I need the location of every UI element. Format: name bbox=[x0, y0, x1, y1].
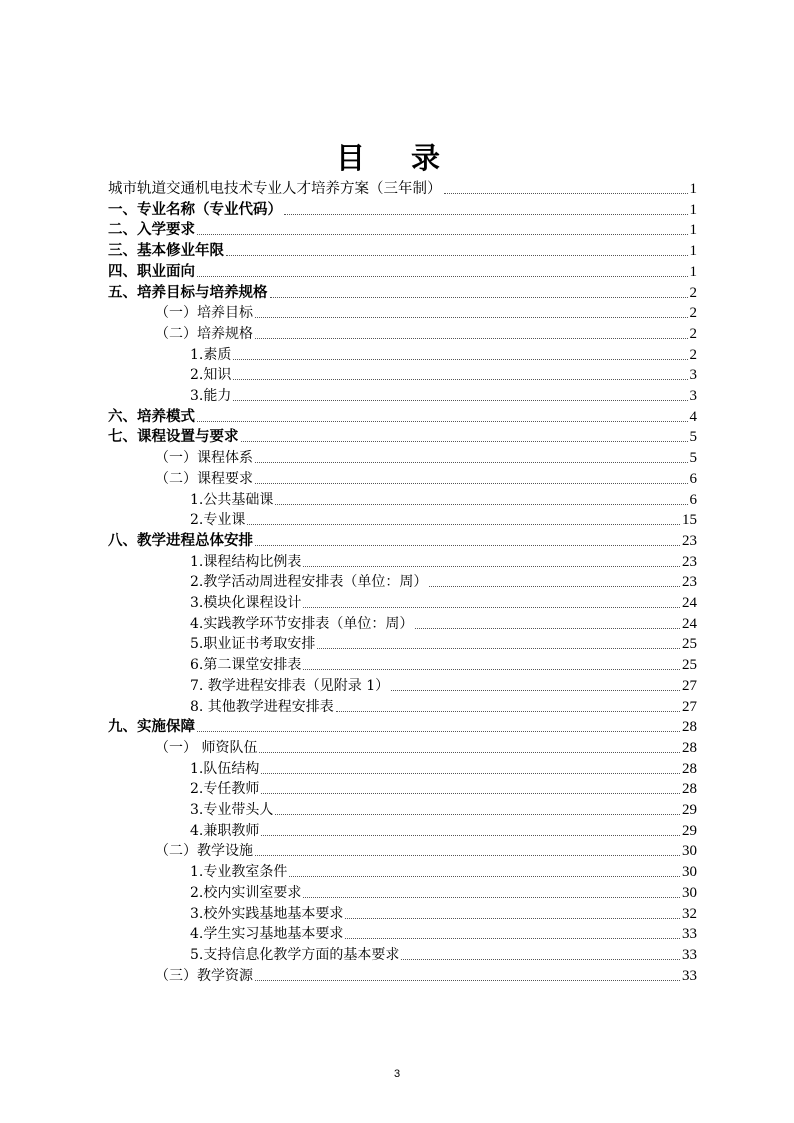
dot-leader bbox=[401, 958, 680, 960]
dot-leader bbox=[233, 378, 687, 380]
toc-entry-label: 4.学生实习基地基本要求 bbox=[190, 926, 344, 943]
toc-entry[interactable] bbox=[155, 965, 697, 985]
toc-entry-page: 15 bbox=[682, 512, 697, 529]
page-number: 3 bbox=[393, 1068, 401, 1080]
dot-leader bbox=[303, 565, 680, 567]
toc-entry-page: 6 bbox=[689, 470, 697, 487]
dot-leader bbox=[275, 503, 687, 505]
toc-entry[interactable] bbox=[190, 820, 697, 840]
dot-leader bbox=[336, 710, 680, 712]
toc-entry-label: 2.知识 bbox=[190, 367, 232, 384]
toc-entry-label: 4.实践教学环节安排表（单位：周） bbox=[190, 615, 414, 632]
dot-leader bbox=[303, 668, 680, 670]
toc-entry[interactable] bbox=[190, 344, 697, 364]
toc-entry-label: 5.支持信息化教学方面的基本要求 bbox=[190, 946, 400, 963]
dot-leader bbox=[247, 523, 680, 525]
toc-entry-page: 1 bbox=[689, 201, 697, 218]
dot-leader bbox=[197, 233, 688, 235]
dot-leader bbox=[255, 544, 680, 546]
toc-entry-page: 25 bbox=[682, 636, 697, 653]
toc-entry[interactable] bbox=[190, 654, 697, 674]
toc-entry-page: 23 bbox=[682, 553, 697, 570]
toc-entry[interactable] bbox=[108, 240, 697, 260]
dot-leader bbox=[197, 420, 688, 422]
toc-entry[interactable] bbox=[190, 509, 697, 529]
toc-entry[interactable] bbox=[190, 571, 697, 591]
toc-entry-page: 2 bbox=[689, 346, 697, 363]
toc-entry[interactable] bbox=[190, 364, 697, 384]
toc-entry[interactable] bbox=[190, 592, 697, 612]
dot-leader bbox=[255, 854, 680, 856]
dot-leader bbox=[255, 979, 680, 981]
toc-entry[interactable] bbox=[108, 261, 697, 281]
dot-leader bbox=[345, 917, 680, 919]
toc-entry-label: 四、职业面向 bbox=[108, 263, 195, 280]
toc-entry[interactable] bbox=[155, 840, 697, 860]
toc-entry[interactable] bbox=[155, 468, 697, 488]
toc-entry-label: 8. 其他教学进程安排表 bbox=[190, 698, 334, 715]
toc-entry-page: 5 bbox=[689, 450, 697, 467]
toc-entry-page: 2 bbox=[689, 284, 697, 301]
dot-leader bbox=[197, 730, 680, 732]
toc-entry-page: 30 bbox=[682, 843, 697, 860]
dot-leader bbox=[275, 813, 680, 815]
dot-leader bbox=[415, 627, 680, 629]
toc-entry[interactable] bbox=[155, 447, 697, 467]
toc-entry-label: 1.公共基础课 bbox=[190, 491, 274, 508]
toc-entry-label: （一）培养目标 bbox=[155, 305, 253, 322]
toc-entry-label: 七、课程设置与要求 bbox=[108, 429, 239, 446]
toc-entry-label: 1.专业教室条件 bbox=[190, 864, 288, 881]
toc-entry-page: 4 bbox=[689, 408, 697, 425]
toc-entry-label: 3.能力 bbox=[190, 388, 232, 404]
dot-leader bbox=[261, 772, 680, 774]
toc-entry-page: 5 bbox=[689, 429, 697, 446]
toc-entry-label: （二）课程要求 bbox=[155, 470, 253, 487]
dot-leader bbox=[241, 440, 688, 442]
dot-leader bbox=[255, 482, 688, 484]
toc-entry[interactable] bbox=[190, 551, 697, 571]
dot-leader bbox=[270, 296, 688, 298]
toc-entry[interactable] bbox=[190, 385, 697, 405]
toc-entry-label: 2.专任教师 bbox=[190, 781, 260, 798]
toc-entry[interactable] bbox=[108, 530, 697, 550]
toc-entry-page: 28 bbox=[682, 739, 697, 756]
toc-entry-page: 32 bbox=[682, 905, 697, 922]
toc-entry-label: 5.职业证书考取安排 bbox=[190, 636, 316, 653]
toc-entry-label: 7. 教学进程安排表（见附录 1） bbox=[190, 677, 390, 694]
toc-entry[interactable] bbox=[155, 737, 697, 757]
toc-entry[interactable] bbox=[190, 944, 697, 964]
toc-entry-label: 六、培养模式 bbox=[108, 408, 195, 425]
toc-entry[interactable] bbox=[190, 778, 697, 798]
dot-leader bbox=[289, 875, 680, 877]
toc-entry[interactable] bbox=[190, 882, 697, 902]
toc-entry[interactable] bbox=[108, 178, 697, 198]
toc-entry[interactable] bbox=[190, 861, 697, 881]
toc-entry[interactable] bbox=[108, 406, 697, 426]
toc-entry[interactable] bbox=[190, 696, 697, 716]
toc-entry-label: （一）课程体系 bbox=[155, 450, 253, 467]
toc-entry[interactable] bbox=[108, 426, 697, 446]
dot-leader bbox=[345, 937, 680, 939]
toc-entry[interactable] bbox=[108, 199, 697, 219]
toc-entry-page: 1 bbox=[689, 181, 697, 197]
toc-entry-label: 3.校外实践基地基本要求 bbox=[190, 905, 344, 922]
toc-entry[interactable] bbox=[108, 282, 697, 302]
toc-entry-page: 24 bbox=[682, 595, 697, 611]
dot-leader bbox=[303, 896, 680, 898]
toc-entry-page: 2 bbox=[689, 325, 697, 342]
toc-entry-label: （一） 师资队伍 bbox=[155, 739, 258, 756]
toc-entry[interactable] bbox=[108, 219, 697, 239]
toc-entry-label: 八、教学进程总体安排 bbox=[108, 532, 253, 549]
dot-leader bbox=[429, 585, 680, 587]
toc-title: 目 录 bbox=[335, 141, 459, 175]
toc-entry-label: 3.模块化课程设计 bbox=[190, 595, 302, 611]
toc-entry-page: 30 bbox=[682, 864, 697, 881]
toc-entry[interactable] bbox=[190, 613, 697, 633]
dot-leader bbox=[255, 337, 688, 339]
toc-entry-label: 4.兼职教师 bbox=[190, 822, 260, 839]
toc-entry-page: 2 bbox=[689, 305, 697, 322]
toc-entry-page: 28 bbox=[682, 719, 697, 736]
toc-entry[interactable] bbox=[190, 758, 697, 778]
toc-entry-page: 25 bbox=[682, 657, 697, 674]
toc-entry-page: 1 bbox=[689, 222, 697, 239]
toc-entry-label: 3.专业带头人 bbox=[190, 802, 274, 818]
toc-entry-label: 2.专业课 bbox=[190, 512, 246, 529]
toc-entry-page: 23 bbox=[682, 574, 697, 591]
toc-entry-page: 1 bbox=[689, 243, 697, 260]
dot-leader bbox=[233, 358, 687, 360]
toc-entry-page: 6 bbox=[689, 491, 697, 508]
toc-entry-page: 1 bbox=[689, 263, 697, 280]
dot-leader bbox=[255, 316, 688, 318]
dot-leader bbox=[317, 647, 680, 649]
dot-leader bbox=[261, 834, 680, 836]
toc-entry[interactable] bbox=[190, 633, 697, 653]
toc-entry[interactable] bbox=[155, 302, 697, 322]
toc-entry[interactable] bbox=[190, 903, 697, 923]
dot-leader bbox=[391, 689, 680, 691]
toc-entry-page: 23 bbox=[682, 532, 697, 549]
toc-entry[interactable] bbox=[190, 923, 697, 943]
toc-entry[interactable] bbox=[190, 489, 697, 509]
dot-leader bbox=[197, 275, 688, 277]
dot-leader bbox=[444, 192, 688, 194]
dot-leader bbox=[284, 213, 688, 215]
toc-entry-page: 3 bbox=[689, 388, 697, 404]
toc-entry-label: 1.素质 bbox=[190, 346, 232, 363]
toc-entry-page: 27 bbox=[682, 698, 697, 715]
toc-entry-label: 6.第二课堂安排表 bbox=[190, 657, 302, 674]
toc-entry-label: 2.教学活动周进程安排表（单位：周） bbox=[190, 574, 428, 591]
toc-entry-label: （三）教学资源 bbox=[155, 967, 253, 984]
toc-entry[interactable] bbox=[190, 799, 697, 819]
toc-entry-label: 1.课程结构比例表 bbox=[190, 553, 302, 570]
dot-leader bbox=[233, 399, 687, 401]
dot-leader bbox=[255, 461, 688, 463]
toc-entry-page: 28 bbox=[682, 760, 697, 777]
toc-entry-label: （二）培养规格 bbox=[155, 325, 253, 342]
toc-entry-label: 1.队伍结构 bbox=[190, 760, 260, 777]
toc-entry-label: 九、实施保障 bbox=[108, 719, 195, 736]
toc-entry-label: 城市轨道交通机电技术专业人才培养方案（三年制） bbox=[108, 181, 442, 197]
toc-entry-label: 2.校内实训室要求 bbox=[190, 884, 302, 901]
toc-entry-label: 三、基本修业年限 bbox=[108, 243, 224, 260]
toc-entry-page: 27 bbox=[682, 677, 697, 694]
dot-leader bbox=[226, 254, 688, 256]
toc-entry-label: 二、入学要求 bbox=[108, 222, 195, 239]
toc-entry-page: 30 bbox=[682, 884, 697, 901]
toc-entry-page: 33 bbox=[682, 926, 697, 943]
toc-entry[interactable] bbox=[108, 716, 697, 736]
toc-entry-page: 33 bbox=[682, 967, 697, 984]
dot-leader bbox=[261, 792, 680, 794]
toc-entry-page: 24 bbox=[682, 615, 697, 632]
dot-leader bbox=[259, 751, 680, 753]
toc-entry-page: 33 bbox=[682, 946, 697, 963]
toc-entry[interactable] bbox=[190, 675, 697, 695]
dot-leader bbox=[303, 606, 680, 608]
toc-entry-label: （二）教学设施 bbox=[155, 843, 253, 860]
toc-entry[interactable] bbox=[155, 323, 697, 343]
toc-entry-page: 29 bbox=[682, 822, 697, 839]
toc-entry-page: 29 bbox=[682, 802, 697, 818]
toc-entry-page: 3 bbox=[689, 367, 697, 384]
toc-entry-label: 一、专业名称（专业代码） bbox=[108, 201, 282, 218]
toc-entry-page: 28 bbox=[682, 781, 697, 798]
toc-entry-label: 五、培养目标与培养规格 bbox=[108, 284, 268, 301]
